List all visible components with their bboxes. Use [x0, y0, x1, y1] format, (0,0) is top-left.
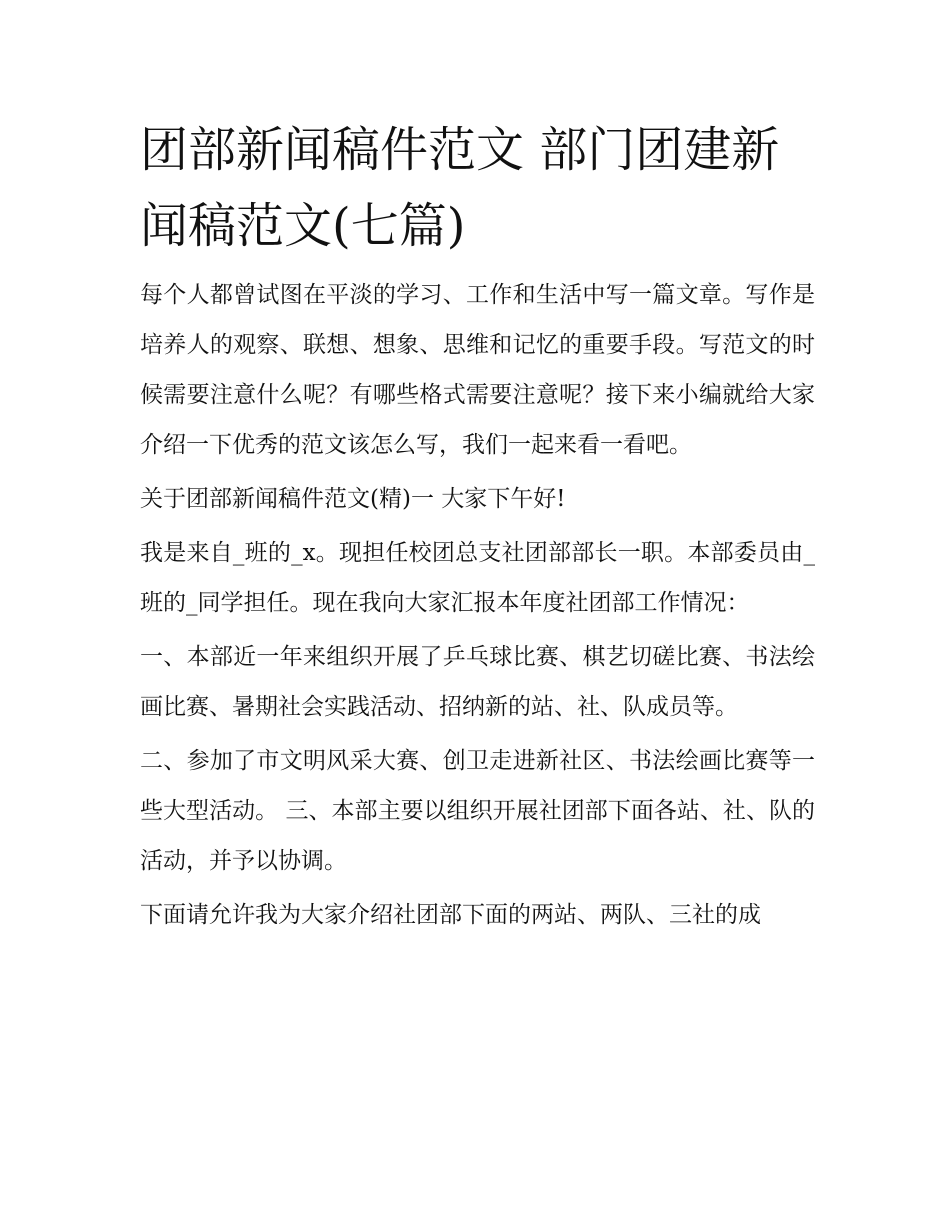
paragraph-members-intro: 下面请允许我为大家介绍社团部下面的两站、两队、三社的成 — [140, 902, 761, 928]
paragraph-item-one: 一、本部近一年来组织开展了乒乓球比赛、棋艺切磋比赛、书法绘画比赛、暑期社会实践活动、招纳新的站、社、队成员等。 — [140, 644, 815, 720]
document-body — [140, 270, 815, 940]
paragraph-greeting: 关于团部新闻稿件范文(精)一 大家下午好! — [140, 486, 566, 512]
document-page — [140, 112, 815, 944]
paragraph-item-two-three: 二、参加了市文明风采大赛、创卫走进新社区、书法绘画比赛等一些大型活动。 三、本部主要以组织开展社团部下面各站、社、队的活动，并予以协调。 — [140, 748, 815, 874]
paragraph-self-intro: 我是来自_班的_x。现担任校团总支社团部部长一职。本部委员由_班的_同学担任。现在我向大家汇报本年度社团部工作情况： — [140, 540, 815, 616]
paragraph-intro: 每个人都曾试图在平淡的学习、工作和生活中写一篇文章。写作是培养人的观察、联想、想象、思维和记忆的重要手段。写范文的时候需要注意什么呢？有哪些格式需要注意呢？接下来小编就给大家介绍一下优秀的范文该怎么写，我们一起来看一看吧。 — [140, 282, 815, 458]
document-title: 团部新闻稿件范文 部门团建新闻稿范文(七篇) — [140, 122, 780, 254]
